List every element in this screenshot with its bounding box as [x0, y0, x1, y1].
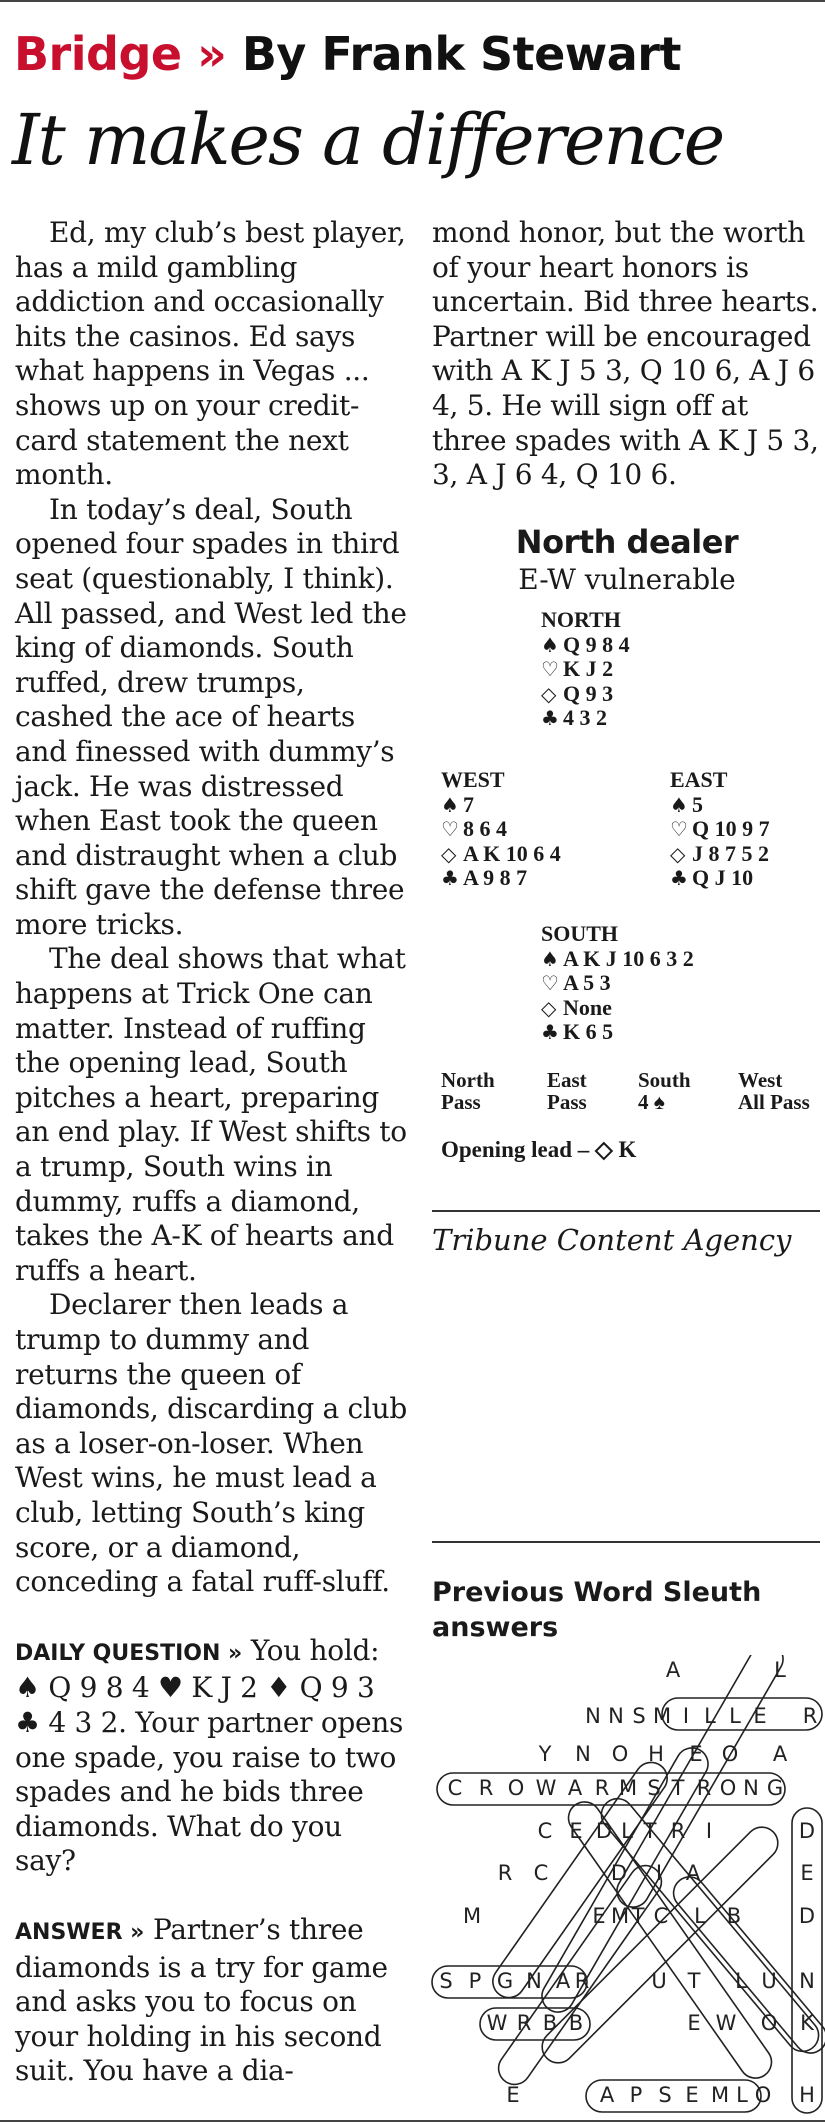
credit-line: Tribune Content Agency — [432, 1223, 792, 1257]
hand-clubs: Q J 10 — [692, 865, 754, 890]
club-icon: ♣ — [670, 866, 688, 890]
auction-header: West — [738, 1068, 783, 1092]
grid-letter: E — [800, 1861, 814, 1885]
grid-letter: C — [653, 1904, 669, 1928]
grid-letter: L — [774, 1658, 786, 1682]
grid-letter: L — [729, 1704, 741, 1728]
headline: It makes a difference — [12, 99, 724, 181]
diamond-icon: ◇ — [441, 841, 457, 866]
diamond-icon: ◇ — [670, 841, 686, 866]
grid-letter: W — [535, 1776, 557, 1800]
grid-letter: I — [705, 1819, 713, 1843]
grid-letter: O — [754, 2083, 772, 2107]
grid-letter: M — [610, 1904, 630, 1928]
hand-east — [670, 768, 770, 891]
grid-letter: B — [542, 2011, 558, 2035]
divider — [432, 1541, 820, 1543]
grid-letter: N — [743, 1776, 759, 1800]
heart-icon: ♡ — [441, 817, 459, 841]
daily-question-label: DAILY QUESTION » — [15, 1640, 243, 1666]
auction-call: 4 ♠ — [638, 1090, 665, 1114]
grid-letter: D — [595, 1819, 613, 1843]
auction-call: Pass — [547, 1090, 587, 1114]
grid-letter: A — [567, 1776, 583, 1800]
spade-icon: ♠ — [441, 792, 459, 817]
hand-diamonds: Q 9 3 — [563, 680, 614, 706]
word-sleuth-grid — [430, 1655, 825, 2120]
grid-letter: A — [555, 1969, 571, 1993]
grid-letter: R — [594, 1776, 610, 1800]
grid-letter: E — [753, 1704, 767, 1728]
heart-icon: ♡ — [541, 971, 559, 995]
hand-hearts: A 5 3 — [563, 970, 611, 995]
grid-letter: E — [689, 1742, 703, 1766]
heart-icon: ♡ — [541, 657, 559, 681]
grid-letter: Y — [538, 1742, 552, 1766]
grid-letter: R — [574, 1969, 590, 1993]
word-sleuth-title: Previous Word Sleuth answers — [432, 1577, 762, 1643]
hand-hearts: Q 10 9 7 — [692, 816, 770, 841]
grid-letter: G — [496, 1969, 514, 1993]
hand-seat: WEST — [441, 767, 505, 792]
grid-letter: R — [802, 1704, 818, 1728]
grid-letter: R — [696, 1776, 712, 1800]
grid-letter: H — [648, 1742, 664, 1766]
grid-letter: S — [658, 2083, 672, 2107]
answer-text: Partner’s three diamonds is a try for game and asks you to focus on your holding in his second suit. You have a dia- — [15, 1912, 388, 2088]
grid-letter: M — [618, 1776, 638, 1800]
grid-letter: W — [486, 2011, 508, 2035]
grid-letter: N — [585, 1704, 601, 1728]
grid-letter: A — [599, 2083, 615, 2107]
grid-letter: M — [652, 1704, 672, 1728]
hand-diamonds: None — [563, 994, 612, 1020]
grid-letter: T — [631, 1904, 645, 1928]
spade-icon: ♠ — [541, 946, 559, 971]
auction-header: South — [638, 1068, 691, 1092]
grid-letter: U — [761, 1969, 777, 1993]
grid-letter: R — [516, 2011, 532, 2035]
grid-letter: O — [507, 1776, 525, 1800]
article-continuation: mond honor, but the worth of your heart honors is uncertain. Bid three hearts. Partner will be encouraged with A K J 5 3, Q 10 6, A J 6 4, 5. He will sign off at three spades with A K J 5 3, 3, A J 6 4, Q 10 6. — [432, 216, 819, 492]
grid-letter: M — [462, 1904, 482, 1928]
auction-call: All Pass — [738, 1090, 810, 1114]
grid-letter: L — [704, 1704, 716, 1728]
grid-letter: W — [715, 2011, 737, 2035]
club-icon: ♣ — [541, 706, 559, 730]
grid-letter: M — [710, 2083, 730, 2107]
divider — [432, 1210, 820, 1212]
hand-spades: A K J 10 6 3 2 — [563, 945, 694, 971]
hand-spades: 5 — [692, 791, 703, 817]
grid-letter: O — [760, 2011, 778, 2035]
hand-clubs: 4 3 2 — [563, 705, 607, 730]
hand-spades: 7 — [463, 791, 474, 817]
hand-south — [541, 922, 694, 1045]
diamond-icon: ◇ — [541, 995, 557, 1020]
article-paragraph: In today’s deal, South opened four spades in third seat (questionably, I think). All passed, and West led the king of diamonds. South ruffed, drew trumps, cashed the ace of hearts and finessed with dummy’s jack. He was distressed when East took the queen and distraught when a club shift gave the defense three more tricks. — [15, 492, 407, 941]
answer — [15, 1913, 407, 2089]
dealer-heading: North dealer — [515, 523, 739, 561]
byline: By Frank Stewart — [241, 27, 681, 81]
auction-header: East — [547, 1068, 587, 1092]
grid-letter: A — [665, 1658, 681, 1682]
article-paragraph: Declarer then leads a trump to dummy and returns the queen of diamonds, discarding a club as a loser-on-loser. When West wins, he must lead a club, letting South’s king score, or a diamond, conceding a fatal ruff-sluff. — [15, 1288, 407, 1599]
grid-letter: E — [687, 2011, 701, 2035]
article-left-column — [15, 216, 407, 2089]
club-icon: ♣ — [541, 1020, 559, 1044]
grid-letter: T — [687, 1969, 701, 1993]
grid-letter: C — [447, 1776, 463, 1800]
grid-letter: P — [468, 1969, 482, 1993]
grid-letter: R — [670, 1819, 686, 1843]
grid-letter: K — [800, 2011, 814, 2035]
daily-question — [15, 1634, 407, 1879]
grid-letter: N — [608, 1704, 624, 1728]
grid-letter: D — [798, 1819, 816, 1843]
grid-letter: E — [685, 2083, 699, 2107]
hand-diamonds: A K 10 6 4 — [463, 840, 561, 866]
diamond-icon: ◇ — [541, 681, 557, 706]
section-label: Bridge » — [14, 27, 227, 81]
kicker — [14, 26, 681, 82]
grid-letter: A — [685, 1861, 701, 1885]
answer-loop — [792, 1808, 822, 2113]
grid-letter: S — [632, 1704, 646, 1728]
bottom-rule — [0, 2120, 825, 2122]
grid-letter: N — [526, 1969, 542, 1993]
hand-diamonds: J 8 7 5 2 — [692, 840, 769, 866]
grid-letter: I — [682, 1704, 690, 1728]
opening-lead: Opening lead – ◇ K — [441, 1137, 637, 1162]
grid-letter: D — [798, 1904, 816, 1928]
hand-hearts: K J 2 — [563, 656, 614, 681]
grid-letter: E — [569, 1819, 583, 1843]
daily-question-text: You hold: ♠ Q 9 8 4 ♥ K J 2 ♦ Q 9 3 ♣ 4 3 2. Your partner opens one spade, you raise to two spades and he bids three diamonds. What do you say? — [15, 1633, 404, 1878]
hand-seat: SOUTH — [541, 921, 619, 946]
grid-letter: L — [694, 1904, 706, 1928]
grid-letter: S — [439, 1969, 453, 1993]
grid-letter: C — [537, 1819, 553, 1843]
hand-spades: Q 9 8 4 — [563, 631, 630, 657]
hand-seat: EAST — [670, 767, 728, 792]
heart-icon: ♡ — [670, 817, 688, 841]
grid-letter: B — [726, 1904, 742, 1928]
auction-call: Pass — [441, 1090, 481, 1114]
hand-hearts: 8 6 4 — [463, 816, 507, 841]
grid-letter: I — [655, 1861, 663, 1885]
article-right-column — [432, 216, 822, 493]
club-icon: ♣ — [441, 866, 459, 890]
grid-letter: N — [575, 1742, 591, 1766]
hand-clubs: A 9 8 7 — [463, 865, 528, 890]
grid-letter: C — [533, 1861, 549, 1885]
grid-letter: O — [611, 1742, 629, 1766]
answer-label: ANSWER » — [15, 1919, 145, 1945]
grid-letter: U — [651, 1969, 667, 1993]
auction-header: North — [441, 1068, 495, 1092]
hand-north — [541, 608, 630, 731]
grid-letter: D — [610, 1861, 628, 1885]
grid-letter: N — [799, 1969, 815, 1993]
article-paragraph: Ed, my club’s best player, has a mild gambling addiction and occasionally hits the casinos. Ed says what happens in Vegas ... shows up on your credit-card statement the next month. — [15, 216, 406, 492]
grid-letter: L — [736, 2083, 748, 2107]
grid-letter: L — [735, 1969, 747, 1993]
grid-letter: T — [643, 1819, 657, 1843]
top-rule — [0, 0, 825, 2]
grid-letter: O — [719, 1776, 737, 1800]
grid-letter: B — [568, 2011, 584, 2035]
grid-letter: S — [647, 1776, 661, 1800]
grid-letter: R — [497, 1861, 513, 1885]
grid-letter: G — [766, 1776, 784, 1800]
grid-letter: H — [799, 2083, 815, 2107]
grid-letter: E — [592, 1904, 606, 1928]
vulnerability: E-W vulnerable — [518, 563, 736, 596]
grid-letter: L — [621, 1819, 633, 1843]
article-paragraph: The deal shows that what happens at Trick One can matter. Instead of ruffing the opening lead, South pitches a heart, preparing an end play. If West shifts to a trump, South wins in dummy, ruffs a diamond, takes the A-K of hearts and ruffs a heart. — [15, 942, 407, 1287]
grid-letter: T — [671, 1776, 685, 1800]
hand-clubs: K 6 5 — [563, 1019, 614, 1044]
hand-seat: NORTH — [541, 607, 621, 632]
hand-west — [441, 768, 561, 891]
grid-letter: R — [478, 1776, 494, 1800]
grid-letter: E — [506, 2083, 520, 2107]
grid-letter: O — [721, 1742, 739, 1766]
spade-icon: ♠ — [670, 792, 688, 817]
grid-letter: A — [772, 1742, 788, 1766]
spade-icon: ♠ — [541, 632, 559, 657]
grid-letter: P — [629, 2083, 643, 2107]
